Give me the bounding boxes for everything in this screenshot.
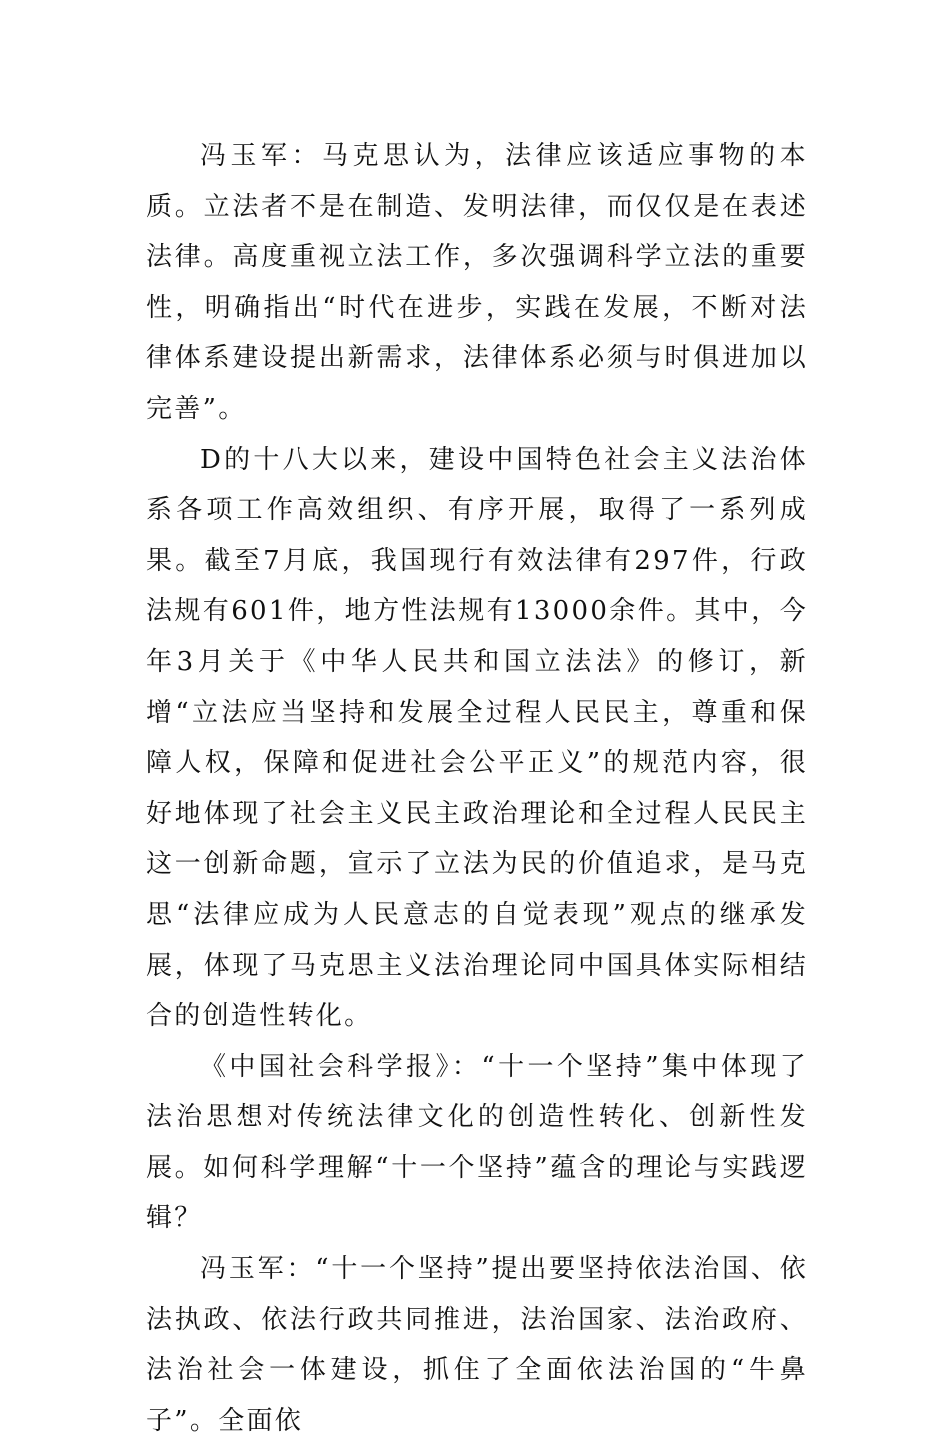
- paragraph-1: 冯玉军：马克思认为，法律应该适应事物的本质。立法者不是在制造、发明法律，而仅仅是在表述法律。高度重视立法工作，多次强调科学立法的重要性，明确指出“时代在进步，实践在发展，不断对法律体系建设提出新需求，法律体系必须与时俱进加以完善”。: [146, 141, 808, 424]
- document-body: [146, 131, 808, 1446]
- paragraph-2: D的十八大以来，建设中国特色社会主义法治体系各项工作高效组织、有序开展，取得了一系列成果。截至7月底，我国现行有效法律有297件，行政法规有601件，地方性法规有13000余件。其中，今年3月关于《中华人民共和国立法法》的修订，新增“立法应当坚持和发展全过程人民民主，尊重和保障人权，保障和促进社会公平正义”的规范内容，很好地体现了社会主义民主政治理论和全过程人民民主这一创新命题，宣示了立法为民的价值追求，是马克思“法律应成为人民意志的自觉表现”观点的继承发展，体现了马克思主义法治理论同中国具体实际相结合的创造性转化。: [146, 444, 808, 1032]
- paragraph-3: 《中国社会科学报》：“十一个坚持”集中体现了法治思想对传统法律文化的创造性转化、创新性发展。如何科学理解“十一个坚持”蕴含的理论与实践逻辑？: [146, 1051, 808, 1234]
- paragraph-4: 冯玉军：“十一个坚持”提出要坚持依法治国、依法执政、依法行政共同推进，法治国家、法治政府、法治社会一体建设，抓住了全面依法治国的“牛鼻子”。全面依: [146, 1254, 808, 1436]
